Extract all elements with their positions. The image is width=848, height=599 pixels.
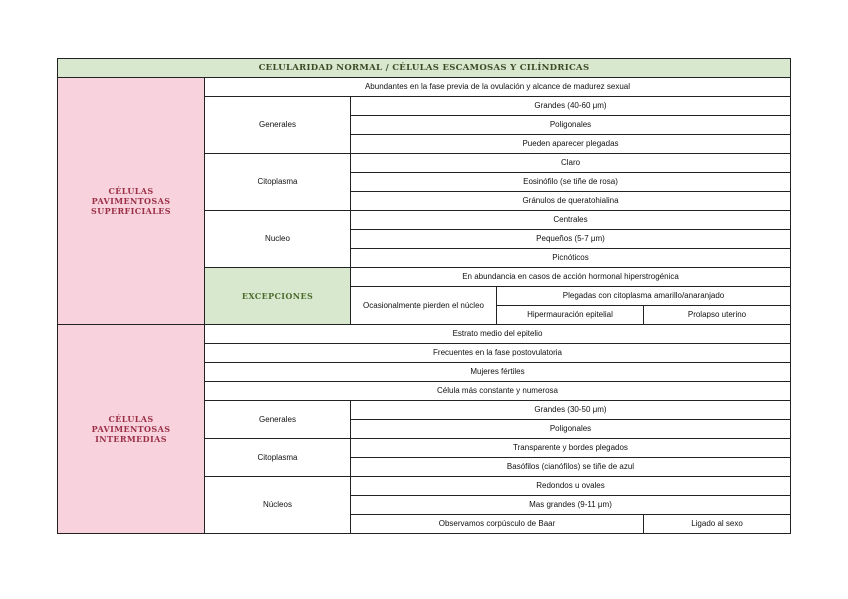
sup-nucleo-label: Nucleo (205, 211, 351, 268)
group-label-line: SUPERFICIALES (91, 206, 171, 216)
group-intermedias (58, 325, 205, 534)
table-row (58, 78, 791, 97)
group-label-line: INTERMEDIAS (95, 434, 167, 444)
group-label-line: PAVIMENTOSAS (91, 424, 171, 434)
intermedias-intro: Frecuentes en la fase postovulatoria (205, 344, 791, 363)
title-row (58, 59, 791, 78)
int-generales-item: Grandes (30-50 μm) (351, 401, 791, 420)
sup-citoplasma-label: Citoplasma (205, 154, 351, 211)
int-nucleos-item: Ligado al sexo (644, 515, 791, 534)
superficiales-intro: Abundantes en la fase previa de la ovulación y alcance de madurez sexual (205, 78, 791, 97)
int-nucleos-item: Observamos corpúsculo de Baar (351, 515, 644, 534)
excepciones-sub-item: Hipermauración epitelial (497, 306, 644, 325)
sup-citoplasma-item: Claro (351, 154, 791, 173)
excepciones-label: EXCEPCIONES (205, 268, 351, 325)
excepciones-sub-item: Prolapso uterino (644, 306, 791, 325)
excepciones-sub-label: Ocasionalmente pierden el núcleo (351, 287, 497, 325)
sup-generales-label: Generales (205, 97, 351, 154)
cell-types-table (57, 58, 791, 534)
sup-nucleo-item: Centrales (351, 211, 791, 230)
int-generales-label: Generales (205, 401, 351, 439)
sup-generales-item: Poligonales (351, 116, 791, 135)
excepciones-item: En abundancia en casos de acción hormonal hiperstrogénica (351, 268, 791, 287)
sup-generales-item: Pueden aparecer plegadas (351, 135, 791, 154)
int-citoplasma-item: Transparente y bordes plegados (351, 439, 791, 458)
sup-nucleo-item: Picnóticos (351, 249, 791, 268)
group-superficiales (58, 78, 205, 325)
int-citoplasma-label: Citoplasma (205, 439, 351, 477)
int-nucleos-item: Mas grandes (9-11 μm) (351, 496, 791, 515)
int-generales-item: Poligonales (351, 420, 791, 439)
sup-citoplasma-item: Gránulos de queratohialina (351, 192, 791, 211)
group-label-line: CÉLULAS (108, 414, 154, 424)
sup-generales-item: Grandes (40-60 μm) (351, 97, 791, 116)
int-nucleos-item: Redondos u ovales (351, 477, 791, 496)
group-label-line: CÉLULAS (108, 186, 154, 196)
sup-nucleo-item: Pequeños (5-7 μm) (351, 230, 791, 249)
group-label-line: PAVIMENTOSAS (91, 196, 171, 206)
intermedias-intro: Célula más constante y numerosa (205, 382, 791, 401)
excepciones-sub-item: Plegadas con citoplasma amarillo/anaranjado (497, 287, 791, 306)
table-title: CELULARIDAD NORMAL / CÉLULAS ESCAMOSAS Y CILÍNDRICAS (58, 59, 791, 78)
intermedias-intro: Estrato medio del epitelio (205, 325, 791, 344)
table-row (58, 325, 791, 344)
sup-citoplasma-item: Eosinófilo (se tiñe de rosa) (351, 173, 791, 192)
int-nucleos-label: Núcleos (205, 477, 351, 534)
intermedias-intro: Mujeres fértiles (205, 363, 791, 382)
int-citoplasma-item: Basófilos (cianófilos) se tiñe de azul (351, 458, 791, 477)
